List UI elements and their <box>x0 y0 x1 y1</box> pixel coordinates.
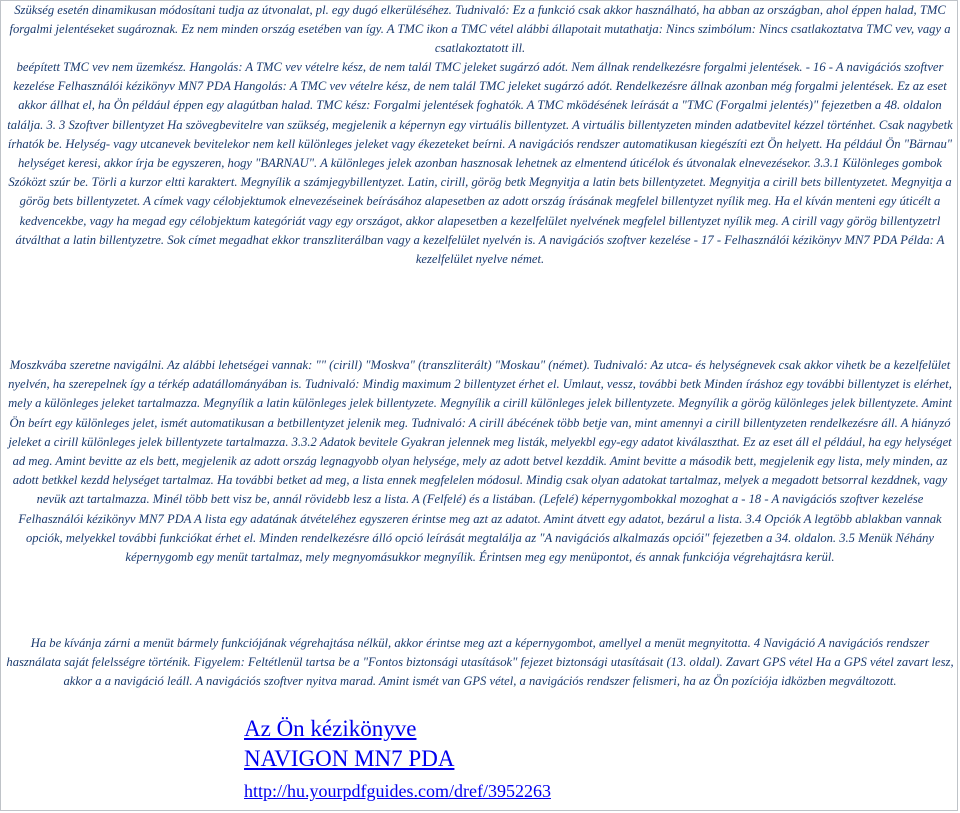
paragraph-block-2: Moszkvába szeretne navigálni. Az alábbi lehetségei vannak: "" (cirill) "Moskva" (transzliterált) "Moskau" (német). Tudnivaló: Az utca- és helységnevek csak akkor vihetk be a kezelfelület nyelvén, ha szerepelnek így a térkép adatállományában is. Tudnivaló: Mindig maximum 2 billentyzet érhet el. Umlaut, vessz, további betk Minden íráshoz egy további billentyzet is elérhet, mely a különleges jeleket tartalmazza. Megnyílik a latin különleges jelek billentyzete. Megnyílik a cirill különleges jelek billentyzete. Megnyílik a görög különleges jelek billentyzete. Amint Ön beírt egy különleges jelet, ismét automatikusan a betbillentyzet jelenik meg. Tudnivaló: A cirill ábécének több betje van, mint amennyi a cirill billentyzeten rendelkezésre áll. A hiányzó jeleket a cirill különleges jelek billentyzete tartalmazza. 3.3.2 Adatok bevitele Gyakran jelennek meg listák, melyekbl egy-egy adatot kiválaszthat. Ez az eset áll el például, ha egy helységet ad meg. Amint bevitte az els bett, megjelenik az adott ország legnagyobb olyan helysége, mely az adott betvel kezddik. Amint bevitte a második bett, megjelenik egy lista, mely minden, az adott betkkel kezdd helységet tartalmaz. Ha további betket ad meg, a lista ennek megfelelen módosul. Mindig csak olyan adatokat tartalmaz, melyek a megadott betsorral kezddnek, vagy nevük azt tartalmazza. Minél több bett visz be, annál rövidebb lesz a lista. A (Felfelé) és a listában. (Lefelé) képernygombokkal mozoghat a - 18 - A navigációs szoftver kezelése Felhasználói kézikönyv MN7 PDA A lista egy adatának átvételéhez egyszeren érintse meg azt az adatot. Amint átvett egy adatot, bezárul a lista. 3.4 Opciók A legtöbb ablakban vannak opciók, melyekkel további funkciókat érhet el. Minden rendelkezésre álló opció leírását megtalálja az "A navigációs alkalmazás opciói" fejezetben a 34. oldalon. 3.5 Menük Néhány képernygomb egy menüt tartalmaz, mely megnyomásukkor megnyílik. Érintsen meg egy menüpontot, és annak funkciója végrehajtásra kerül. <box>8 358 952 565</box>
paragraph-top: Szükség esetén dinamikusan módosítani tudja az útvonalat, pl. egy dugó elkerüléséhez. Tudnivaló: Ez a funkció csak akkor használható, ha abban az országban, ahol éppen halad, TMC forgalmi jelentéseket sugároznak. Ez nem minden ország esetében van így. A TMC ikon a TMC vétel alábbi állapotait mutathatja: Nincs szimbólum: Nincs csatlakoztatva TMC vev, vagy a csatlakoztatott ill. <box>9 3 951 56</box>
manual-url-link[interactable]: http://hu.yourpdfguides.com/dref/3952263 <box>244 781 551 801</box>
footer-links <box>244 714 551 804</box>
paragraph-block-3: Ha be kívánja zárni a menüt bármely funkciójának végrehajtása nélkül, akkor érintse meg azt a képernygombot, amellyel a menüt megnyitotta. 4 Navigáció A navigációs rendszer használata saját felelsségre történik. Figyelem: Feltétlenül tartsa be a "Fontos biztonsági utasítások" fejezet biztonsági utasításait (13. oldal). Zavart GPS vétel Ha a GPS vétel zavart lesz, akkor a a navigáció leáll. A navigációs szoftver nyitva marad. Amint ismét van GPS vétel, a navigációs rendszer felismeri, ha az Ön pozíciója idközben megváltozott. <box>6 636 954 689</box>
paragraph-block-1: beépített TMC vev nem üzemkész. Hangolás: A TMC vev vételre kész, de nem talál TMC jeleket sugárzó adót. Nem állnak rendelkezésre forgalmi jelentések. - 16 - A navigációs szoftver kezelése Felhasználói kézikönyv MN7 PDA Hangolás: A TMC vev vételre kész, de nem talál TMC jeleket sugárzó adót. Rendelkezésre állnak azonban még forgalmi jelentések. Ez az eset akkor állhat el, ha Ön például éppen egy alagútban halad. TMC kész: Forgalmi jelentések foghatók. A TMC mködésének leírását a "TMC (Forgalmi jelentés)" fejezetben a 48. oldalon találja. 3. 3 Szoftver billentyzet Ha szövegbevitelre van szükség, megjelenik a képernyn egy virtuális billentyzet. A virtuális billentyzeten minden adatbevitel kézzel történhet. Csak nagybetk írhatók be. Helység- vagy utcanevek bevitelekor nem kell különleges jeleket vagy ékezeteket beírni. A navigációs rendszer automatikusan kiegészíti ezt Ön helyett. Ha például Ön "Bärnau" helységet keresi, akkor írja be egyszeren, hogy "BARNAU". A különleges jelek azonban hasznosak lehetnek az elmentend úticélok és útvonalak elnevezésekor. 3.3.1 Különleges gombok Szóközt szúr be. Törli a kurzor eltti karaktert. Megnyílik a számjegybillentyzet. Latin, cirill, görög betk Megnyitja a latin bets billentyzetet. Megnyitja a cirill bets billentyzetet. Megnyitja a görög bets billentyzetet. A címek vagy célobjektumok elnevezéseinek beírásához alapesetben az adott ország írásának megfelel billentyzet nyílik meg. Ha el kíván menteni egy úticélt a kedvencekbe, vagy ha megad egy célobjektum kategóriát vagy egy országot, akkor alapesetben a kezelfelület nyelvének megfelel billentyzet nyílik meg. A cirill vagy görög billentyzetrl átválthat a latin billentyzetre. Sok címet megadhat ekkor transzliterálban vagy a kezelfelület nyelvén is. A navigációs szoftver kezelése - 17 - Felhasználói kézikönyv MN7 PDA Példa: A kezelfelület nyelve német. <box>7 60 953 267</box>
manual-link-title[interactable]: Az Ön kézikönyve <box>244 716 417 741</box>
manual-link-model[interactable]: NAVIGON MN7 PDA <box>244 746 455 771</box>
